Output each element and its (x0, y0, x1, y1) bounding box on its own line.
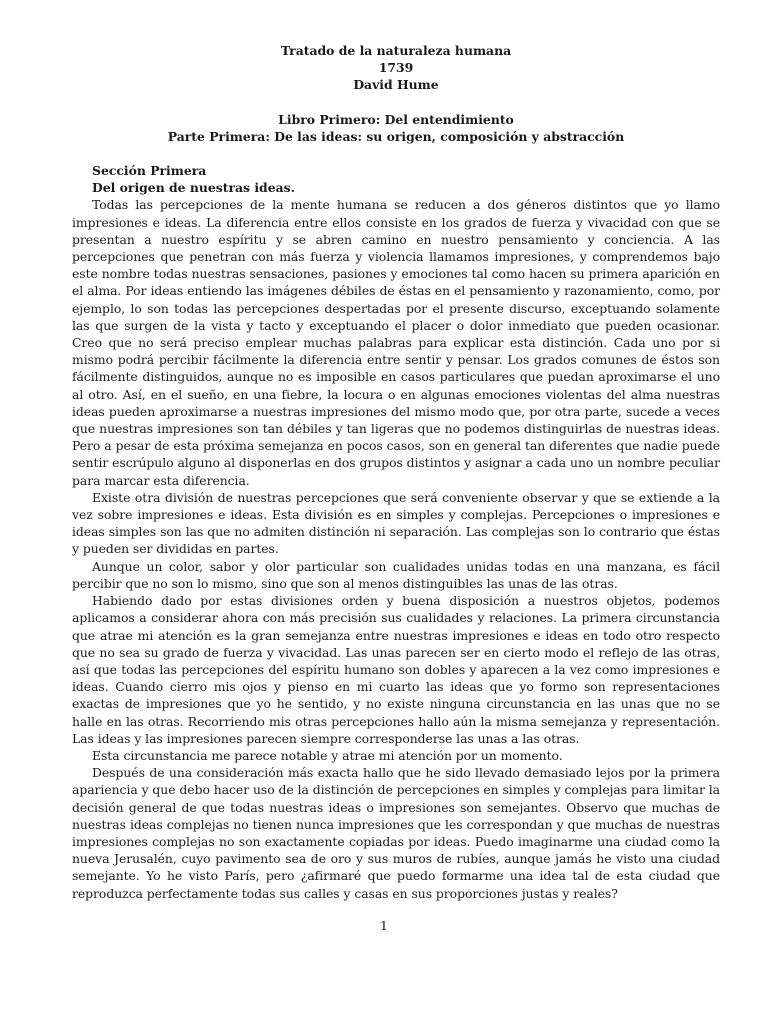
document-title: Tratado de la naturaleza humana (280, 43, 512, 58)
paragraph: Aunque un color, sabor y olor particular son cualidades unidas todas en una manzana, es fácil percibir que no son lo mismo, sino que son al menos distinguibles las unas de las otras. (72, 558, 720, 591)
document-page (72, 42, 720, 902)
paragraph: Todas las percepciones de la mente humana se reducen a dos géneros distintos que yo llamo impresiones e ideas. La diferencia entre ellos consiste en los grados de fuerza y vivacidad con que se presentan a nuestro espíritu y se abren camino en nuestro pensamiento y conciencia. A las percepciones que penetran con más fuerza y violencia llamamos impresiones, y comprendemos bajo este nombre todas nuestras sensaciones, pasiones y emociones tal como hacen su primera aparición en el alma. Por ideas entiendo las imágenes débiles de éstas en el pensamiento y razonamiento, como, por ejemplo, lo son todas las percepciones despertadas por el presente discurso, exceptuando solamente las que surgen de la vista y tacto y exceptuando el placer o dolor inmediato que pueden ocasionar. Creo que no será preciso emplear muchas palabras para explicar esta distinción. Cada uno por si mismo podrá percibir fácilmente la diferencia entre sentir y pensar. Los grados comunes de éstos son fácilmente distinguidos, aunque no es imposible en casos particulares que puedan aproximarse el uno al otro. Así, en el sueño, en una fiebre, la locura o en algunas emociones violentas del alma nuestras ideas pueden aproximarse a nuestras impresiones del mismo modo que, por otra parte, sucede a veces que nuestras impresiones son tan débiles y tan ligeras que no podemos distinguirlas de nuestras ideas. Pero a pesar de esta próxima semejanza en pocos casos, son en general tan diferentes que nadie puede sentir escrúpulo alguno al disponerlas en dos grupos distintos y asignar a cada uno un nombre peculiar para marcar esta diferencia. (72, 197, 720, 488)
section-title: Del origen de nuestras ideas. (92, 180, 295, 196)
page-number: 1 (380, 918, 388, 933)
paragraph: Después de una consideración más exacta hallo que he sido llevado demasiado lejos por la primera apariencia y que debo hacer uso de la distinción de percepciones en simples y complejas para limitar la decisión general de que todas nuestras ideas o impresiones son semejantes. Observo que muchas de nuestras ideas complejas no tienen nunca impresiones que les correspondan y que muchas de nuestras impresiones complejas no son exactamente copiadas por ideas. Puedo imaginarme una ciudad como la nueva Jerusalén, cuyo pavimento sea de oro y sus muros de rubíes, aunque jamás he visto una ciudad semejante. Yo he visto París, pero ¿afirmaré que puedo formarme una idea tal de esta ciudad que reproduzca perfectamente todas sus calles y casas en sus proporciones justas y reales? (72, 765, 720, 901)
paragraph: Esta circunstancia me parece notable y atrae mi atención por un momento. (92, 747, 563, 763)
spacer (72, 94, 720, 111)
document-author: David Hume (353, 77, 439, 93)
part-heading: Parte Primera: De las ideas: su origen, composición y abstracción (167, 128, 625, 144)
book-heading: Libro Primero: Del entendimiento (278, 111, 514, 127)
document-year: 1739 (378, 60, 414, 76)
paragraph: Existe otra división de nuestras percepciones que será conveniente observar y que se extiende a la vez sobre impresiones e ideas. Esta división es en simples y complejas. Percepciones o impresiones e ideas simples son las que no admiten distinción ni separación. Las complejas son lo contrario que éstas y pueden ser divididas en partes. (72, 489, 720, 557)
spacer (72, 145, 720, 162)
section-label: Sección Primera (92, 163, 207, 179)
paragraph: Habiendo dado por estas divisiones orden y buena disposición a nuestros objetos, podemos aplicamos a considerar ahora con más precisión sus cualidades y relaciones. La primera circunstancia que atrae mi atención es la gran semejanza entre nuestras impresiones e ideas en todo otro respecto que no sea su grado de fuerza y vivacidad. Las unas parecen ser en cierto modo el reflejo de las otras, así que todas las percepciones del espíritu humano son dobles y aparecen a la vez como impresiones e ideas. Cuando cierro mis ojos y pienso en mi cuarto las ideas que yo formo son representaciones exactas de impresiones que yo he sentido, y no existe ninguna circunstancia en las unas que no se halle en las otras. Recorriendo mis otras percepciones hallo aún la misma semejanza y representación. Las ideas y las impresiones parecen siempre corresponderse las unas a las otras. (72, 593, 720, 746)
